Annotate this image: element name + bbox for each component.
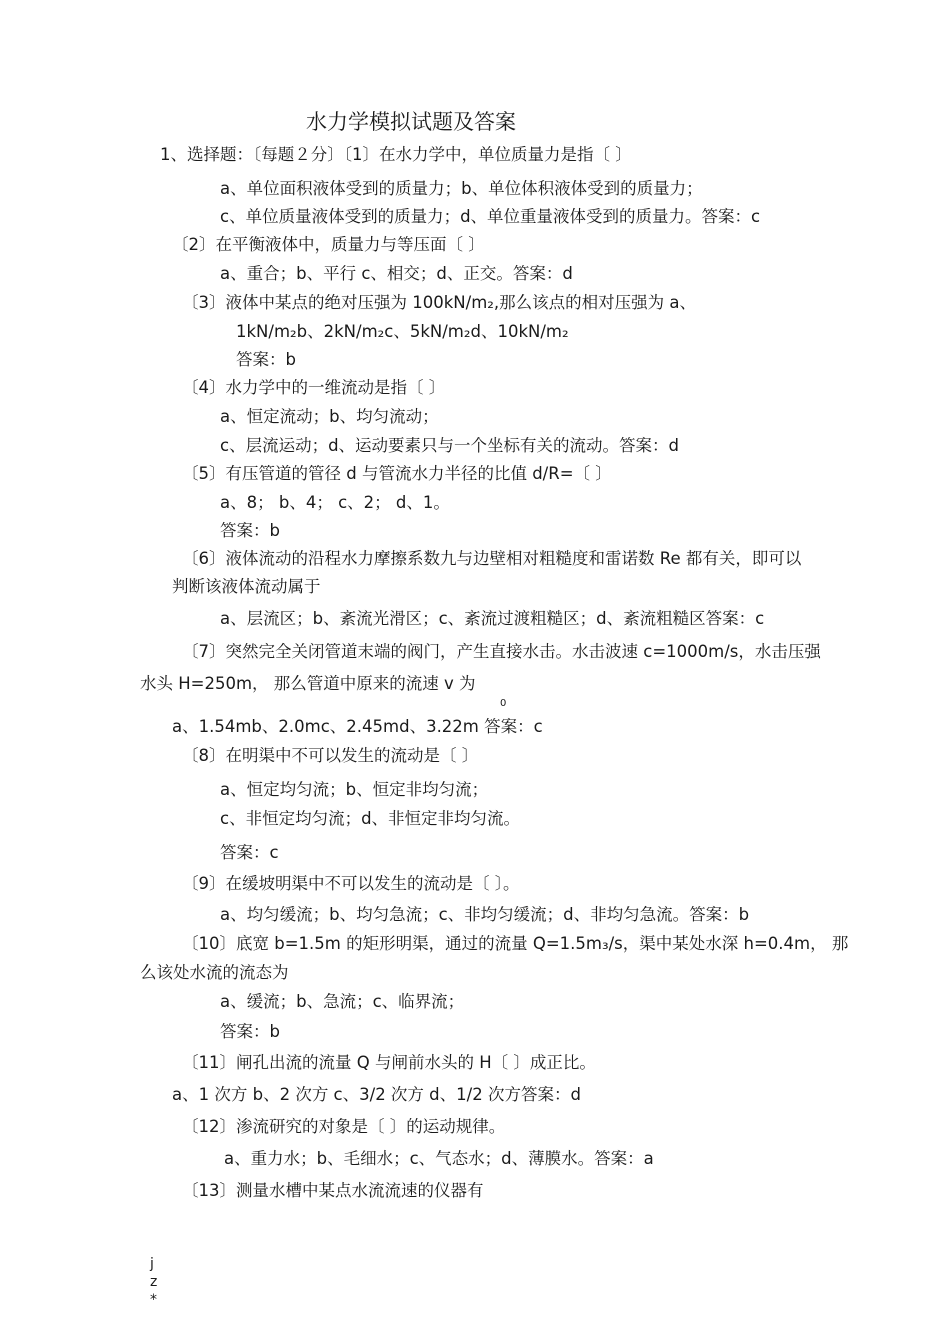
text-line: 〔5〕有压管道的管径 d 与管流水力半径的比值 d/R=〔 〕	[182, 464, 612, 483]
text-line: c、单位质量液体受到的质量力；d、单位重量液体受到的质量力。答案：c	[220, 207, 761, 226]
text-line: c、非恒定均匀流；d、非恒定非均匀流。	[220, 809, 521, 828]
text-line: 〔4〕水力学中的一维流动是指〔 〕	[182, 378, 446, 397]
text-line: 〔6〕液体流动的沿程水力摩擦系数九与边壁相对粗糙度和雷诺数 Re 都有关，即可以	[182, 549, 802, 568]
text-line: 答案：b	[236, 350, 296, 369]
text-line: 〔2〕在平衡液体中，质量力与等压面〔 〕	[172, 235, 485, 254]
footer-mark: j	[150, 1256, 154, 1272]
text-line: 么该处水流的流态为	[140, 963, 289, 982]
text-line: a、恒定流动；b、均匀流动；	[220, 407, 439, 426]
text-line: 1、选择题：〔每题２分〕〔1〕在水力学中，单位质量力是指〔 〕	[160, 145, 632, 164]
text-line: a、单位面积液体受到的质量力；b、单位体积液体受到的质量力；	[220, 179, 703, 198]
text-line: 〔11〕闸孔出流的流量 Q 与闸前水头的 H〔 〕成正比。	[182, 1053, 596, 1072]
footer-mark: z	[150, 1274, 158, 1290]
text-line: a、1 次方 b、2 次方 c、3/2 次方 d、1/2 次方答案：d	[172, 1085, 581, 1104]
text-line: 判断该液体流动属于	[172, 577, 321, 596]
text-line: c、层流运动；d、运动要素只与一个坐标有关的流动。答案：d	[220, 436, 680, 455]
text-line: 答案：b	[220, 1022, 280, 1041]
page-title: 水力学模拟试题及答案	[306, 110, 516, 134]
text-line: a、重合；b、平行 c、相交；d、正交。答案：d	[220, 264, 573, 283]
text-line: 〔13〕测量水槽中某点水流流速的仪器有	[182, 1181, 484, 1200]
text-line: a、重力水；b、毛细水；c、气态水；d、薄膜水。答案：a	[224, 1149, 654, 1168]
text-line: 1kN/m₂b、2kN/m₂c、5kN/m₂d、10kN/m₂	[236, 322, 569, 341]
footer-mark: *	[150, 1292, 157, 1308]
text-line: 〔3〕液体中某点的绝对压强为 100kN/m₂,那么该点的相对压强为 a、	[182, 293, 696, 312]
text-line: 答案：c	[220, 843, 279, 862]
text-line: 答案：b	[220, 521, 280, 540]
text-line: 〔10〕底宽 b=1.5m 的矩形明渠，通过的流量 Q=1.5m₃/s，渠中某处水深 h=0.4m， 那	[182, 934, 849, 953]
text-line: a、缓流；b、急流；c、临界流；	[220, 992, 465, 1011]
text-line: a、1.54mb、2.0mc、2.45md、3.22m 答案：c	[172, 717, 543, 736]
text-line: 〔7〕突然完全关闭管道末端的阀门，产生直接水击。水击波速 c=1000m/s，水击压强	[182, 642, 821, 661]
text-line: 〔8〕在明渠中不可以发生的流动是〔 〕	[182, 746, 479, 765]
text-line: 〔9〕在缓坡明渠中不可以发生的流动是〔 〕。	[182, 874, 520, 893]
text-line: a、8； b、4； c、2； d、1。	[220, 493, 450, 512]
text-line: a、均匀缓流；b、均匀急流；c、非均匀缓流；d、非均匀急流。答案：b	[220, 905, 750, 924]
text-line: a、恒定均匀流；b、恒定非均匀流；	[220, 780, 489, 799]
text-line: a、层流区；b、紊流光滑区；c、紊流过渡粗糙区；d、紊流粗糙区答案：c	[220, 609, 765, 628]
subscript-mark: 0	[500, 698, 507, 709]
text-line: 〔12〕渗流研究的对象是〔 〕的运动规律。	[182, 1117, 506, 1136]
text-line: 水头 H=250m， 那么管道中原来的流速 v 为	[140, 674, 476, 693]
